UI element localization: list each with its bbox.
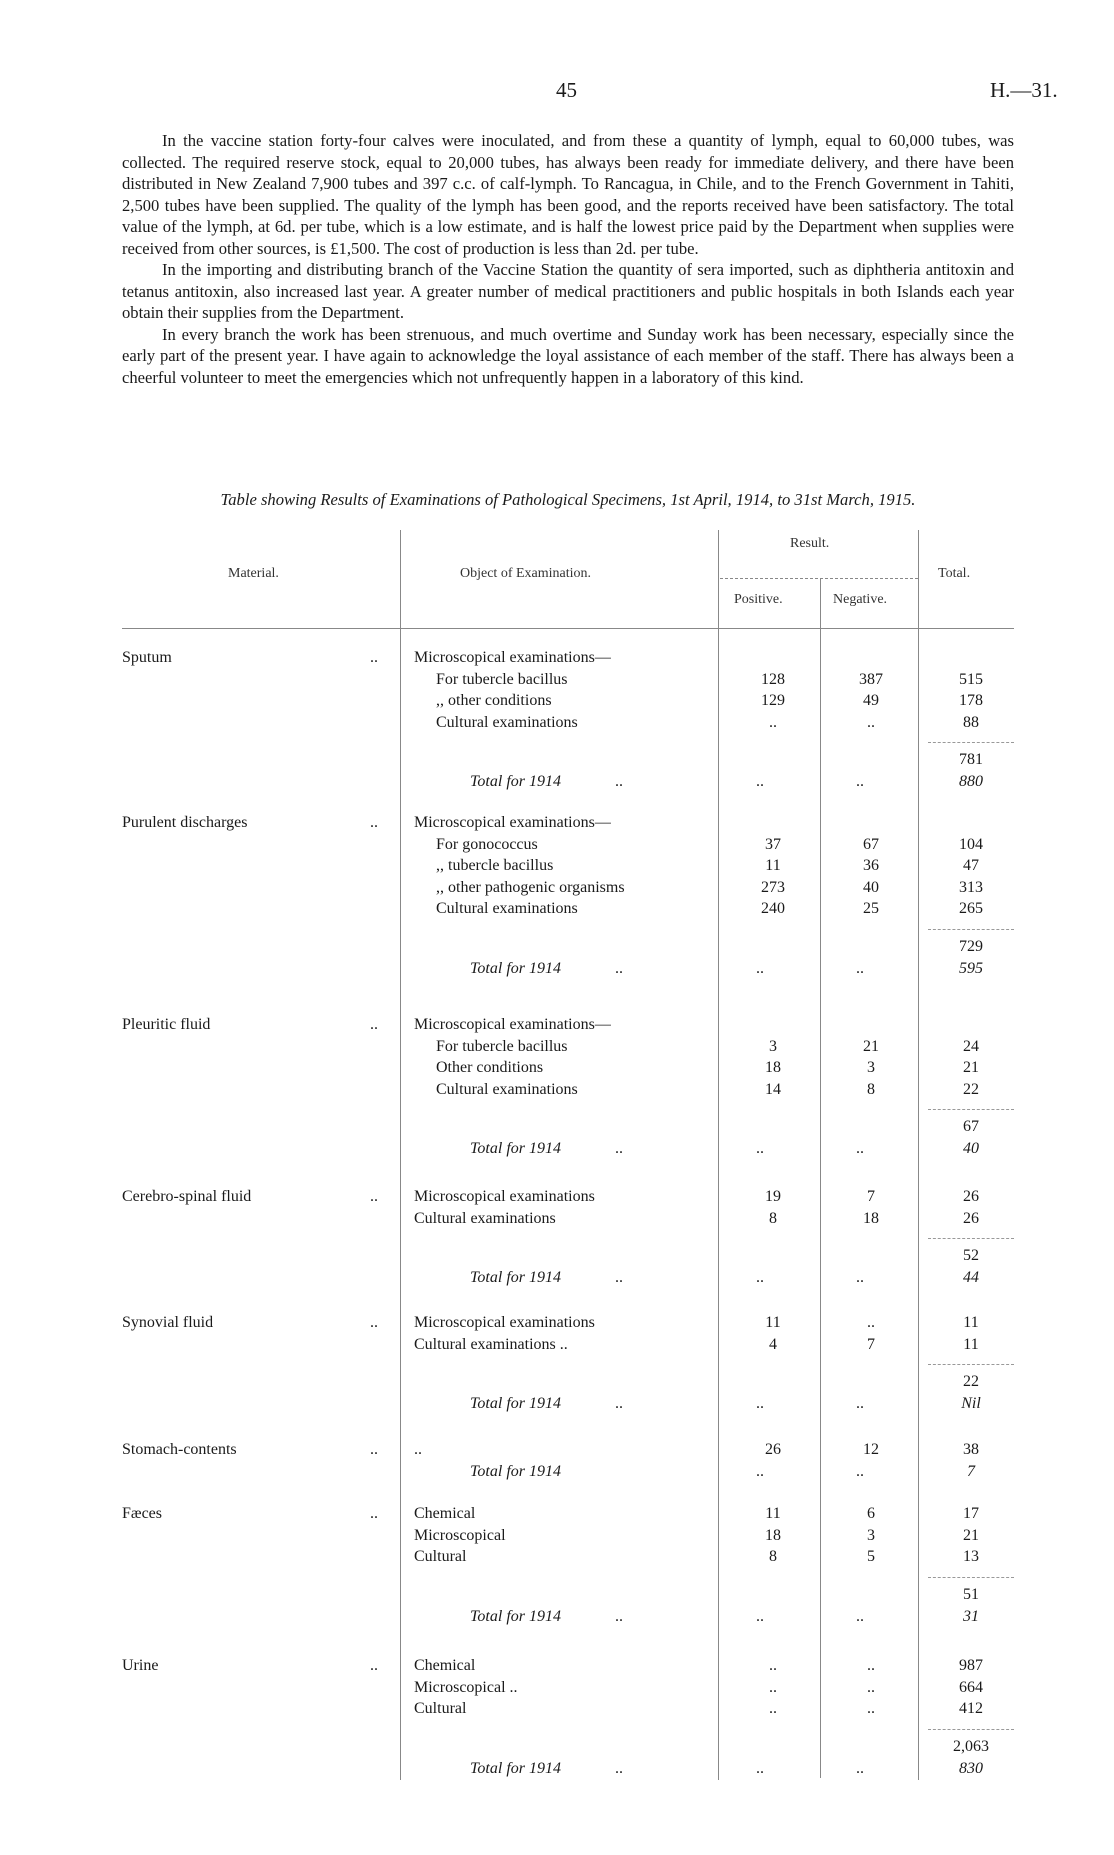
object-label: For gonococcus [436,835,538,853]
leader-dots: .. [856,1140,864,1157]
total-value: 26 [963,1188,979,1205]
total-value: 313 [959,878,983,896]
subtotal-value: 781 [959,751,983,768]
positive-value: 3 [769,1037,777,1055]
material-label: Pleuritic fluid [122,1016,211,1033]
total-value: 38 [963,1441,979,1458]
object-label: Microscopical examinations— [414,814,611,831]
document-reference: H.—31. [990,78,1058,102]
total-1914-label: Total for 1914 [470,1395,561,1412]
total-1914-label: Total for 1914 [470,1140,561,1157]
positive-value: 37 [765,835,781,853]
leader-dots: .. [756,959,764,977]
subtotal-rule [928,1364,1014,1365]
negative-value: 67 [863,835,879,853]
column-rule-positive [718,530,719,1780]
object-label: ,, other pathogenic organisms [436,878,625,896]
total-1914-label: Total for 1914 [470,773,561,790]
leader-dots: .. [856,773,864,790]
negative-value: .. [867,1678,875,1696]
object-label: ,, other conditions [436,692,552,709]
positive-value: 273 [761,878,785,896]
object-label: .. [414,1441,422,1458]
total-value: 21 [963,1059,979,1076]
negative-value: 18 [863,1209,879,1227]
object-label: For tubercle bacillus [436,1037,568,1055]
negative-value: 8 [867,1080,875,1098]
object-label: Microscopical examinations— [414,649,611,666]
paragraph: In the vaccine station forty-four calves were inoculated, and from these a quantity of lymph, equal to 60,000 tubes, was collected. The required reserve stock, equal to 20,000 tubes, has always been ready for immediate delivery, and there have been distributed in New Zealand 7,900 tubes and 397 c.c. of calf-lymph. To Rancagua, in Chile, and to the French Government in Tahiti, 2,500 tubes have been supplied. The quality of the lymph has been good, and the reports received have been satisfactory. The total value of the lymph, at 6d. per tube, which is a low estimate, and is half the lowest price paid by the Department when supplies were received from other sources, is £1,500. The cost of production is less than 2d. per tube. [122,131,1014,258]
total-1914-value: 595 [959,959,983,977]
negative-value: 40 [863,878,879,896]
material-label: Urine [122,1657,159,1674]
subtotal-value: 22 [963,1373,979,1390]
negative-value: 12 [863,1441,879,1458]
positive-value: .. [769,713,777,731]
total-value: 104 [959,835,983,853]
column-rule-object [400,530,401,1780]
object-label: Other conditions [436,1059,544,1076]
leader-dots: .. [856,1269,864,1286]
paragraph: In the importing and distributing branch of the Vaccine Station the quantity of sera imported, such as diphtheria antitoxin and tetanus antitoxin, also increased last year. A greater number of medical practitioners and public hospitals in both Islands each year obtain their supplies from the Department. [122,260,1014,322]
negative-value: .. [867,1657,875,1674]
leader-dots: .. [370,649,378,666]
paragraph: In every branch the work has been strenuous, and much overtime and Sunday work has been necessary, especially since the early part of the present year. I have again to acknowledge the loyal assistance of each member of the staff. There has always been a cheerful volunteer to meet the emergencies which not unfrequently happen in a laboratory of this kind. [122,324,1014,387]
leader-dots: .. [615,1607,623,1625]
total-value: 515 [959,670,983,688]
subtotal-value: 2,063 [953,1737,989,1755]
positive-value: 240 [761,900,785,917]
negative-value: .. [867,713,875,731]
total-1914-value: 880 [959,773,983,790]
positive-value: 18 [765,1526,781,1544]
negative-value: 6 [867,1505,875,1522]
material-label: Synovial fluid [122,1314,214,1331]
total-1914-label: Total for 1914 [470,959,561,977]
leader-dots: .. [370,814,378,831]
leader-dots: .. [370,1657,378,1674]
leader-dots: .. [756,1269,764,1286]
total-value: 24 [963,1037,979,1055]
page-number: 45 [556,78,577,102]
leader-dots: .. [370,1188,378,1205]
leader-dots: .. [615,773,623,790]
negative-value: 49 [863,692,879,709]
total-value: 265 [959,900,983,917]
total-value: 26 [963,1209,979,1227]
object-label: Microscopical examinations [414,1188,595,1205]
positive-value: .. [769,1700,777,1717]
leader-dots: .. [756,1607,764,1625]
subtotal-value: 51 [963,1585,979,1603]
positive-value: 18 [765,1059,781,1076]
header-result: Result. [790,536,830,551]
positive-value: 4 [769,1335,777,1353]
result-rule [720,578,918,579]
total-value: 987 [959,1657,983,1674]
negative-value: 387 [859,670,883,688]
object-label: Cultural examinations [436,1080,578,1098]
total-value: 664 [959,1678,983,1696]
material-label: Fæces [122,1505,162,1522]
leader-dots: .. [856,1462,864,1480]
positive-value: 11 [765,857,781,874]
total-value: 178 [959,692,983,709]
leader-dots: .. [615,959,623,977]
material-label: Purulent discharges [122,814,248,831]
positive-value: 129 [761,692,785,709]
header-material: Material. [228,566,279,581]
negative-value: 21 [863,1037,879,1055]
object-label: Microscopical examinations [414,1314,595,1331]
total-value: 17 [963,1505,979,1522]
subtotal-rule [928,1577,1014,1578]
negative-value: .. [867,1700,875,1717]
total-value: 11 [963,1335,979,1353]
leader-dots: .. [856,1759,864,1777]
leader-dots: .. [370,1505,378,1522]
object-label: Microscopical examinations— [414,1016,611,1033]
header-rule [122,628,1014,629]
leader-dots: .. [370,1314,378,1331]
leader-dots: .. [370,1016,378,1033]
total-1914-value: 830 [959,1759,983,1777]
total-1914-value: 31 [963,1607,979,1625]
total-1914-value: 7 [967,1462,975,1480]
object-label: Cultural [414,1548,467,1565]
negative-value: 25 [863,900,879,917]
subtotal-rule [928,1238,1014,1239]
leader-dots: .. [756,1140,764,1157]
header-total: Total. [938,566,971,581]
negative-value: 7 [867,1335,875,1353]
negative-value: 7 [867,1188,875,1205]
negative-value: 3 [867,1526,875,1544]
total-value: 88 [963,713,979,731]
negative-value: .. [867,1314,875,1331]
positive-value: 26 [765,1441,781,1458]
positive-value: 8 [769,1548,777,1565]
object-label: Chemical [414,1657,476,1674]
leader-dots: .. [756,773,764,790]
leader-dots: .. [615,1395,623,1412]
positive-value: 8 [769,1209,777,1227]
leader-dots: .. [756,1395,764,1412]
body-text [122,130,1014,388]
material-label: Cerebro-spinal fluid [122,1188,252,1205]
subtotal-rule [928,1729,1014,1730]
subtotal-rule [928,742,1014,743]
object-label: For tubercle bacillus [436,670,568,688]
total-1914-label: Total for 1914 [470,1462,561,1480]
subtotal-value: 52 [963,1247,979,1264]
negative-value: 3 [867,1059,875,1076]
material-label: Stomach-contents [122,1441,237,1458]
positive-value: .. [769,1657,777,1674]
column-rule-total [918,530,919,1780]
total-1914-label: Total for 1914 [470,1759,561,1777]
object-label: ,, tubercle bacillus [436,857,554,874]
total-1914-label: Total for 1914 [470,1269,561,1286]
total-value: 11 [963,1314,979,1331]
object-label: Microscopical [414,1526,506,1544]
total-1914-value: 40 [963,1140,979,1157]
leader-dots: .. [856,959,864,977]
header-positive: Positive. [734,592,783,607]
total-value: 13 [963,1548,979,1565]
object-label: Cultural examinations [414,1209,556,1227]
leader-dots: .. [615,1759,623,1777]
subtotal-value: 729 [959,937,983,955]
negative-value: 5 [867,1548,875,1565]
total-value: 22 [963,1080,979,1098]
subtotal-rule [928,929,1014,930]
object-label: Microscopical .. [414,1678,518,1696]
object-label: Cultural examinations [436,900,578,917]
total-value: 412 [959,1700,983,1717]
subtotal-value: 67 [963,1118,979,1135]
leader-dots: .. [615,1269,623,1286]
positive-value: 19 [765,1188,781,1205]
leader-dots: .. [756,1462,764,1480]
object-label: Cultural examinations [436,713,578,731]
column-rule-negative [820,578,821,1778]
leader-dots: .. [856,1607,864,1625]
table-caption: Table showing Results of Examinations of Pathological Specimens, 1st April, 1914, to 31st March, 1915. [220,490,916,509]
positive-value: .. [769,1678,777,1696]
total-value: 21 [963,1526,979,1544]
object-label: Chemical [414,1505,476,1522]
leader-dots: .. [756,1759,764,1777]
leader-dots: .. [370,1441,378,1458]
header-object: Object of Examination. [460,566,592,581]
material-label: Sputum [122,649,172,666]
negative-value: 36 [863,857,879,874]
total-1914-value: Nil [961,1395,981,1412]
positive-value: 11 [765,1314,781,1331]
object-label: Cultural [414,1700,467,1717]
subtotal-rule [928,1109,1014,1110]
total-1914-label: Total for 1914 [470,1607,561,1625]
header-negative: Negative. [833,592,888,607]
positive-value: 11 [765,1505,781,1522]
leader-dots: .. [615,1140,623,1157]
object-label: Cultural examinations .. [414,1335,568,1353]
positive-value: 128 [761,670,785,688]
positive-value: 14 [765,1080,781,1098]
total-value: 47 [963,857,979,874]
total-1914-value: 44 [963,1269,979,1286]
leader-dots: .. [856,1395,864,1412]
